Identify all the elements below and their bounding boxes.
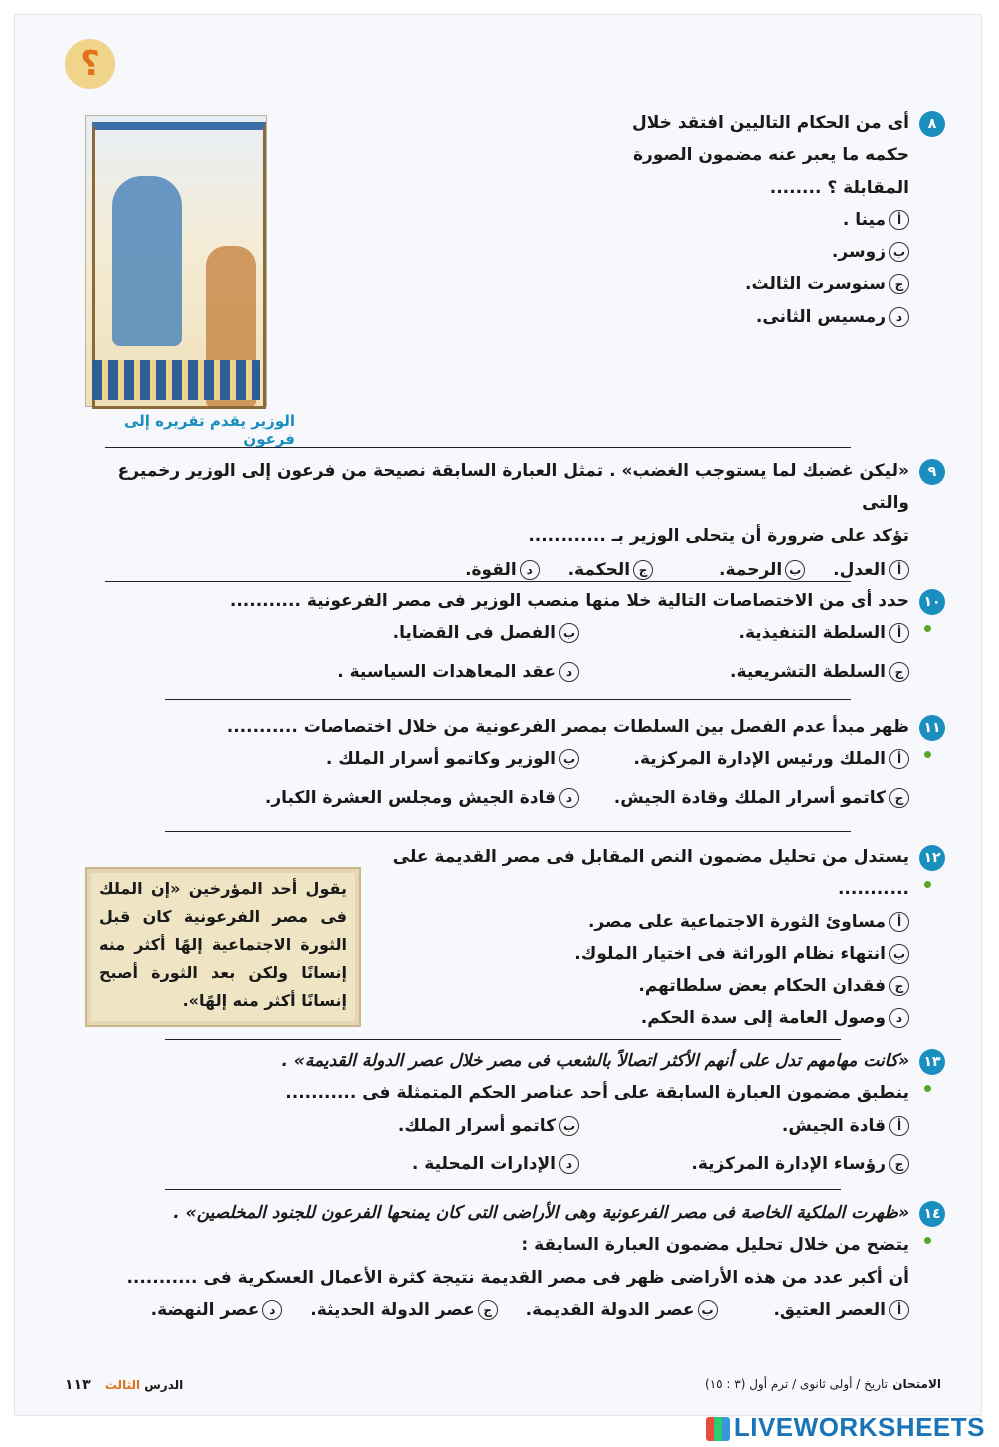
- lesson-ordinal: الثالث: [104, 1378, 141, 1392]
- question-number: ١٢: [919, 845, 945, 871]
- question-stem: أن أكبر عدد من هذه الأراضى ظهر فى مصر القديمة نتيجة كثرة الأعمال العسكرية فى ...........: [126, 1267, 909, 1288]
- question-11: [109, 711, 941, 814]
- option[interactable]: دعقد المعاهدات السياسية .: [249, 656, 579, 688]
- divider: [105, 581, 851, 582]
- question-10: [109, 585, 941, 688]
- option[interactable]: دعصر النهضة.: [151, 1294, 283, 1326]
- footer-details: تاريخ / أولى ثانوى / ترم أول (٣ : ١٥): [705, 1377, 889, 1391]
- question-stem: تؤكد على ضرورة أن يتحلى الوزير بـ ............: [528, 525, 909, 546]
- question-stem: «ظهرت الملكية الخاصة فى مصر الفرعونية وهى الأراضى التى كان يمنحها الفرعون للجنود المخلصين» .: [173, 1203, 909, 1223]
- question-8: [599, 107, 937, 333]
- divider: [105, 447, 851, 448]
- option[interactable]: دقادة الجيش ومجلس العشرة الكبار.: [249, 782, 579, 814]
- divider: [165, 1189, 841, 1190]
- question-9: [109, 455, 937, 586]
- bullet-icon: [924, 751, 931, 758]
- image-caption: الوزير يقدم تقريره إلى فرعون: [123, 412, 295, 448]
- question-12: [389, 841, 941, 1035]
- option[interactable]: بكاتمو أسرار الملك.: [249, 1110, 579, 1142]
- option[interactable]: أالسلطة التنفيذية.: [579, 617, 909, 649]
- bullet-icon: [924, 881, 931, 888]
- question-stem: ظهر مبدأ عدم الفصل بين السلطات بمصر الفرعونية من خلال اختصاصات ...........: [226, 717, 909, 737]
- divider: [165, 831, 851, 832]
- question-stem: «كانت مهامهم تدل على أنهم الأكثر اتصالاً بالشعب فى مصر خلال عصر الدولة القديمة» .: [281, 1051, 909, 1071]
- question-number: ١٠: [919, 589, 945, 615]
- option[interactable]: دالإدارات المحلية .: [249, 1148, 579, 1180]
- option[interactable]: جسنوسرت الثالث.: [599, 268, 909, 300]
- question-stem: المقابلة ؟ ........: [769, 177, 909, 198]
- option[interactable]: أالعدل.: [833, 554, 909, 586]
- question-stem: حدد أى من الاختصاصات التالية خلا منها منصب الوزير فى مصر الفرعونية ...........: [229, 591, 909, 611]
- option[interactable]: أقادة الجيش.: [579, 1110, 909, 1142]
- option[interactable]: بزوسر.: [599, 236, 909, 268]
- question-stem: أى من الحكام التاليين افتقد خلال: [632, 113, 909, 133]
- option[interactable]: أالعصر العتيق.: [773, 1294, 909, 1326]
- page-number: ١١٣: [65, 1377, 91, 1393]
- liveworksheets-logo: LIVEWORKSHEETS: [706, 1412, 985, 1443]
- bullet-icon: [924, 1085, 931, 1092]
- footer-info: [641, 1377, 941, 1391]
- question-number: ٩: [919, 459, 945, 485]
- divider: [165, 1039, 841, 1040]
- option[interactable]: جالسلطة التشريعية.: [579, 656, 909, 688]
- question-number: ٨: [919, 111, 945, 137]
- divider: [165, 699, 851, 700]
- option[interactable]: جالحكمة.: [568, 554, 654, 586]
- question-stem: يستدل من تحليل مضمون النص المقابل فى مصر القديمة على ...........: [392, 847, 909, 900]
- option[interactable]: بالفصل فى القضايا.: [249, 617, 579, 649]
- option[interactable]: جفقدان الحكام بعض سلطاتهم.: [389, 970, 909, 1002]
- bullet-icon: [924, 625, 931, 632]
- option[interactable]: دالقوة.: [465, 554, 540, 586]
- question-number: ١١: [919, 715, 945, 741]
- lesson-word: الدرس: [144, 1378, 184, 1392]
- footer-brand: الامتحان: [892, 1377, 941, 1391]
- question-mark-icon: ؟: [65, 39, 115, 89]
- option[interactable]: أمينا .: [599, 204, 909, 236]
- bullet-icon: [924, 1237, 931, 1244]
- option[interactable]: درمسيس الثانى.: [599, 301, 909, 333]
- option[interactable]: جرؤساء الإدارة المركزية.: [579, 1148, 909, 1180]
- historian-quote-box: يقول أحد المؤرخين «إن الملك فى مصر الفرعونية كان قبل الثورة الاجتماعية إلهًا أكثر منه إنسانًا ولكن بعد الثورة أصبح إنسانًا أكثر منه إلهًا».: [85, 867, 361, 1027]
- question-number: ١٤: [919, 1201, 945, 1227]
- question-14: [109, 1197, 941, 1326]
- option[interactable]: بالرحمة.: [719, 554, 805, 586]
- question-stem: يتضح من خلال تحليل مضمون العبارة السابقة :: [521, 1235, 909, 1256]
- question-stem: ينطبق مضمون العبارة السابقة على أحد عناصر الحكم المتمثلة فى ...........: [285, 1083, 909, 1104]
- question-stem: حكمه ما يعبر عنه مضمون الصورة: [633, 145, 909, 166]
- liveworksheets-icon: [706, 1417, 730, 1441]
- option[interactable]: دوصول العامة إلى سدة الحكم.: [389, 1002, 909, 1034]
- footer-lesson: [65, 1377, 225, 1393]
- question-stem: «ليكن غضبك لما يستوجب الغضب» . تمثل العبارة السابقة نصيحة من فرعون إلى الوزير رخميرع والتى: [117, 461, 909, 514]
- option[interactable]: بانتهاء نظام الوراثة فى اختيار الملوك.: [389, 938, 909, 970]
- question-number: ١٣: [919, 1049, 945, 1075]
- worksheet-page: [14, 14, 982, 1416]
- option[interactable]: بعصر الدولة القديمة.: [526, 1294, 718, 1326]
- option[interactable]: جعصر الدولة الحديثة.: [310, 1294, 497, 1326]
- option[interactable]: جكاتمو أسرار الملك وقادة الجيش.: [579, 782, 909, 814]
- option[interactable]: بالوزير وكاتمو أسرار الملك .: [249, 743, 579, 775]
- option[interactable]: أمساوئ الثورة الاجتماعية على مصر.: [389, 906, 909, 938]
- vizier-pharaoh-image: [85, 115, 267, 407]
- option[interactable]: أالملك ورئيس الإدارة المركزية.: [579, 743, 909, 775]
- question-13: [109, 1045, 941, 1180]
